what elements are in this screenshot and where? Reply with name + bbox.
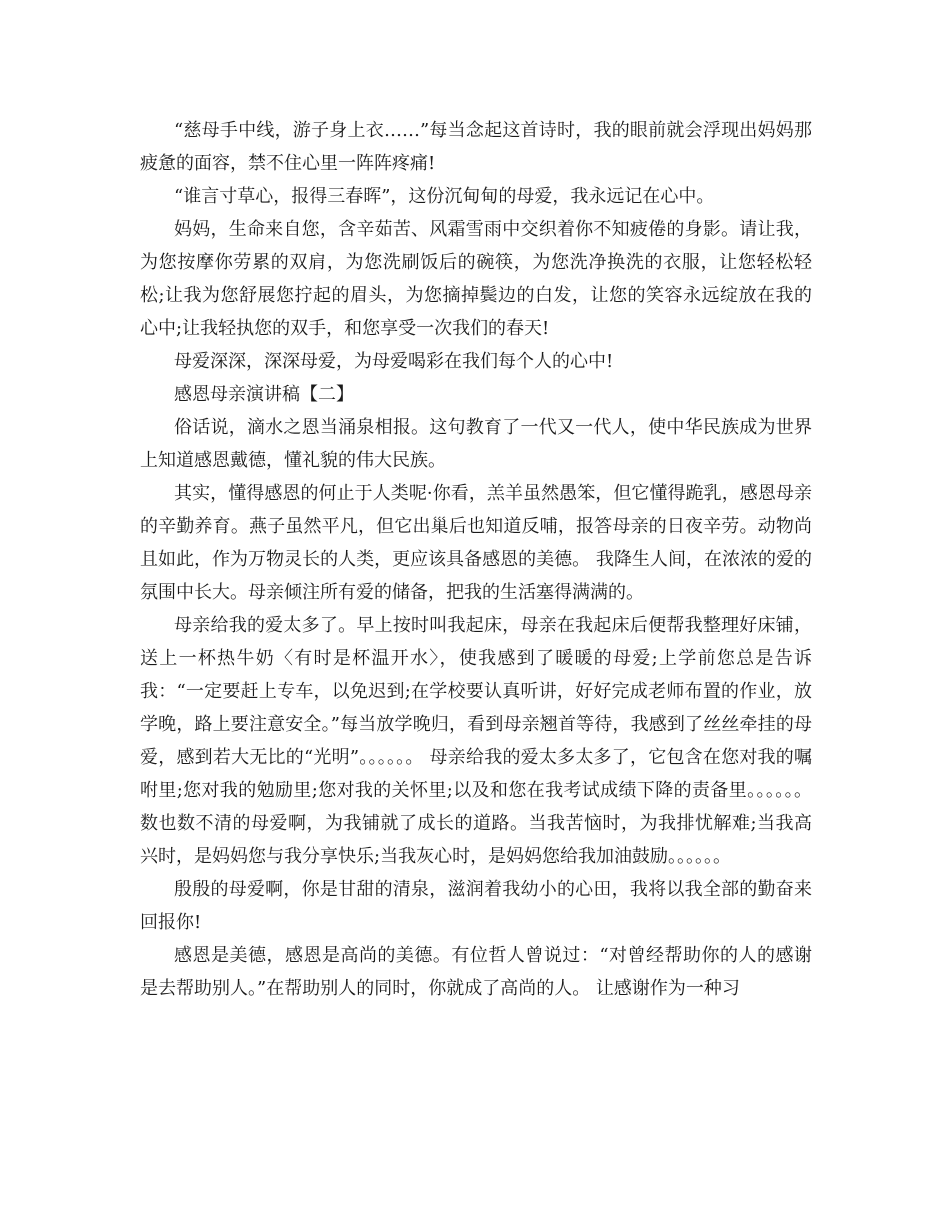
paragraph: 母爱深深，深深母爱，为母爱喝彩在我们每个人的心中! bbox=[174, 351, 614, 372]
paragraph: 妈妈，生命来自您，含辛茹苦、风霜雪雨中交织着你不知疲倦的身影。请让我，为您按摩你劳累的双肩，为您洗刷饭后的碗筷，为您洗净换洗的衣服，让您轻松轻松;让我为您舒展您拧起的眉头，为您摘掉鬓边的白发，让您的笑容永远绽放在我的心中;让我轻执您的双手，和您享受一次我们的春天! bbox=[140, 219, 812, 339]
paragraph: 殷殷的母爱啊，你是甘甜的清泉，滋润着我幼小的心田，我将以我全部的勤奋来回报你! bbox=[140, 879, 812, 933]
paragraph: 感恩是美德，感恩是高尚的美德。有位哲人曾说过：“对曾经帮助你的人的感谢是去帮助别人。”在帮助别人的同时，你就成了高尚的人。 让感谢作为一种习 bbox=[140, 945, 812, 999]
document-body bbox=[140, 114, 812, 1005]
section-heading: 感恩母亲演讲稿【二】 bbox=[174, 384, 354, 405]
paragraph: “谁言寸草心，报得三春晖”，这份沉甸甸的母爱，我永远记在心中。 bbox=[174, 186, 715, 207]
paragraph: 其实，懂得感恩的何止于人类呢·你看，羔羊虽然愚笨，但它懂得跪乳，感恩母亲的辛勤养育。燕子虽然平凡，但它出巢后也知道反哺，报答母亲的日夜辛劳。动物尚且如此，作为万物灵长的人类，更应该具备感恩的美德。 我降生人间，在浓浓的爱的氛围中长大。母亲倾注所有爱的储备，把我的生活塞得满满的。 bbox=[140, 483, 812, 603]
paragraph: 俗话说，滴水之恩当涌泉相报。这句教育了一代又一代人，使中华民族成为世界上知道感恩戴德，懂礼貌的伟大民族。 bbox=[140, 417, 812, 471]
paragraph: 母亲给我的爱太多了。早上按时叫我起床，母亲在我起床后便帮我整理好床铺，送上一杯热牛奶〈有时是杯温开水〉，使我感到了暖暖的母爱;上学前您总是告诉我：“一定要赶上专车，以免迟到;在学校要认真听讲，好好完成老师布置的作业，放学晚，路上要注意安全。”每当放学晚归，看到母亲翘首等待，我感到了丝丝牵挂的母爱，感到若大无比的“光明”。。。。。。 母亲给我的爱太多太多了，它包含在您对我的嘱咐里;您对我的勉励里;您对我的关怀里;以及和您在我考试成绩下降的责备里。。。。。。 数也数不清的母爱啊，为我铺就了成长的道路。当我苦恼时，为我排忧解难;当我高兴时，是妈妈您与我分享快乐;当我灰心时，是妈妈您给我加油鼓励。。。。。。 bbox=[140, 615, 812, 867]
paragraph: “慈母手中线，游子身上衣……”每当念起这首诗时，我的眼前就会浮现出妈妈那疲惫的面容，禁不住心里一阵阵疼痛! bbox=[140, 120, 812, 174]
